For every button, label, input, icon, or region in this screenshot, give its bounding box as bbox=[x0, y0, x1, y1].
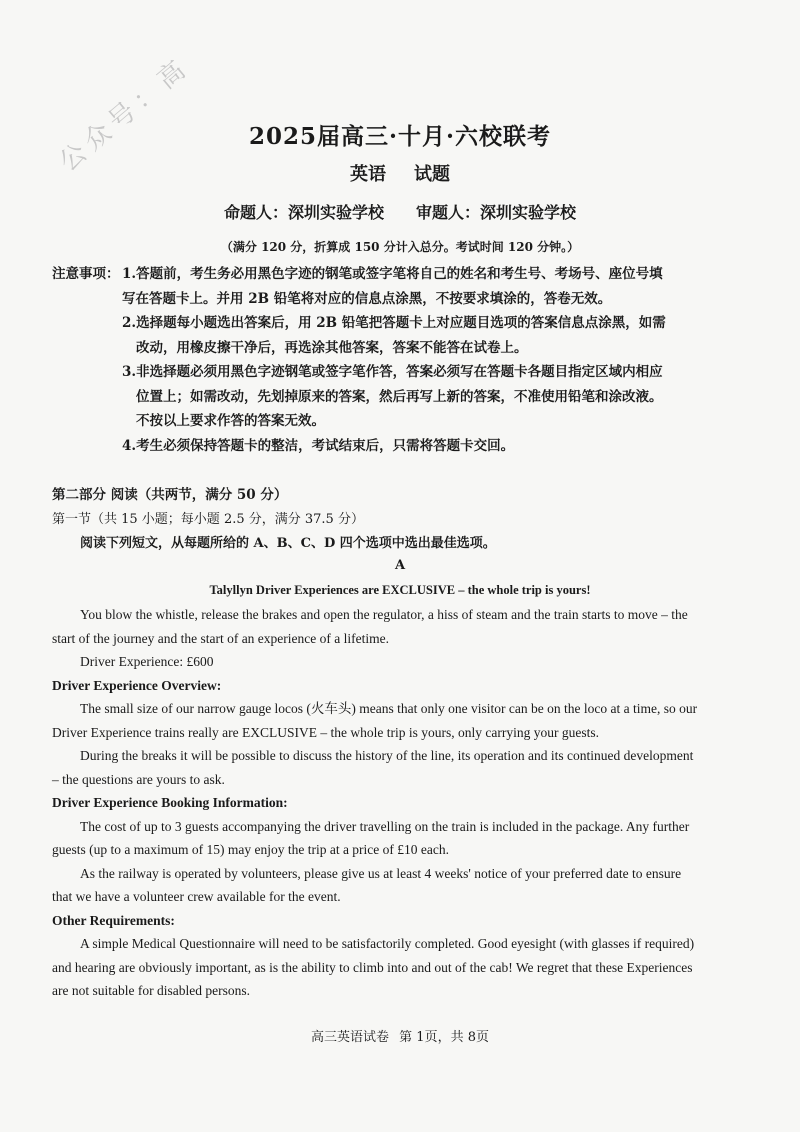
subject-label: 英语 bbox=[350, 164, 386, 185]
other-heading: Other Requirements: bbox=[52, 912, 175, 928]
exam-makers bbox=[0, 200, 800, 223]
reading-instruction: 阅读下列短文，从每题所给的 A、B、C、D 四个选项中选出最佳选项。 bbox=[80, 536, 496, 551]
exam-subtitle bbox=[0, 160, 800, 186]
watermark: 公众号：高 bbox=[53, 51, 196, 178]
reviewer-label: 审题人：深圳实验学校 bbox=[416, 203, 577, 222]
overview-heading: Driver Experience Overview: bbox=[52, 677, 222, 693]
score-note: （满分 120 分，折算成 150 分计入总分。考试时间 120 分钟。） bbox=[220, 240, 580, 254]
section-heading: 第二部分 阅读（共两节，满分 50 分） bbox=[52, 487, 288, 503]
notes-block bbox=[52, 262, 762, 458]
booking-paragraph: As the railway is operated by volunteers, please give us at least 4 weeks' notice of your preferred date to ensure that we have a volunteer crew available for the event. bbox=[52, 865, 682, 904]
passage-title: Talyllyn Driver Experiences are EXCLUSIVE – the whole trip is yours! bbox=[209, 583, 591, 597]
price-line: Driver Experience: £600 bbox=[80, 654, 214, 669]
overview-paragraph: The small size of our narrow gauge locos (火车头) means that only one visitor can be on the loco at a time, so our Driver Experience trains really are EXCLUSIVE – the whole trip is yours, only carrying your guests. bbox=[52, 701, 698, 740]
booking-heading: Driver Experience Booking Information: bbox=[52, 795, 288, 810]
subsection-heading: 第一节（共 15 小题；每小题 2.5 分，满分 37.5 分） bbox=[52, 512, 364, 527]
exam-title: 2025届高三·十月·六校联考 bbox=[248, 123, 552, 150]
note-item: 3.非选择题必须用黑色字迹钢笔或签字笔作答，答案必须写在答题卡各题目指定区域内相应 位置上；如需改动，先划掉原来的答案，然后再写上新的答案，不准使用铅笔和涂改液。 不按以上要求作答的答案无效。 bbox=[122, 364, 663, 429]
note-item: 1.答题前，考生务必用黑色字迹的钢笔或签字笔将自己的姓名和考生号、考场号、座位号填 写在答题卡上。并用 2B 铅笔将对应的信息点涂黑，不按要求填涂的，答卷无效。 bbox=[122, 266, 663, 307]
other-paragraph: A simple Medical Questionnaire will need to be satisfactorily completed. Good eyesight (with glasses if required) and hearing are obviously important, as is the ability to climb into and out of the cab! We regret that these Experiences are not suitable for disabled persons. bbox=[52, 936, 695, 998]
booking-paragraph: The cost of up to 3 guests accompanying the driver travelling on the train is included in the package. Any further guests (up to a maximum of 15) may enjoy the trip at a price of £10 each. bbox=[52, 818, 690, 857]
page-footer bbox=[0, 1026, 800, 1045]
setter-label: 命题人：深圳实验学校 bbox=[223, 203, 384, 222]
passage-intro: You blow the whistle, release the brakes and open the regulator, a hiss of steam and the train starts to move – the start of the journey and the start of an experience of a lifetime. bbox=[52, 607, 688, 646]
passage-body bbox=[52, 603, 702, 1003]
note-item: 4.考生必须保持答题卡的整洁，考试结束后，只需将答题卡交回。 bbox=[122, 437, 515, 454]
notes-label: 注意事项： bbox=[52, 266, 120, 282]
footer-paper: 高三英语试卷 bbox=[311, 1030, 390, 1045]
note-item: 2.选择题每小题选出答案后，用 2B 铅笔把答题卡上对应题目选项的答案信息点涂黑，如需 改动，用橡皮擦干净后，再选涂其他答案，答案不能答在试卷上。 bbox=[122, 315, 666, 356]
overview-paragraph: During the breaks it will be possible to discuss the history of the line, its operation and its continued development – the questions are yours to ask. bbox=[52, 748, 694, 787]
footer-page: 第 1页，共 8页 bbox=[399, 1030, 489, 1045]
paper-label: 试题 bbox=[414, 164, 450, 185]
passage-letter: A bbox=[394, 558, 406, 573]
